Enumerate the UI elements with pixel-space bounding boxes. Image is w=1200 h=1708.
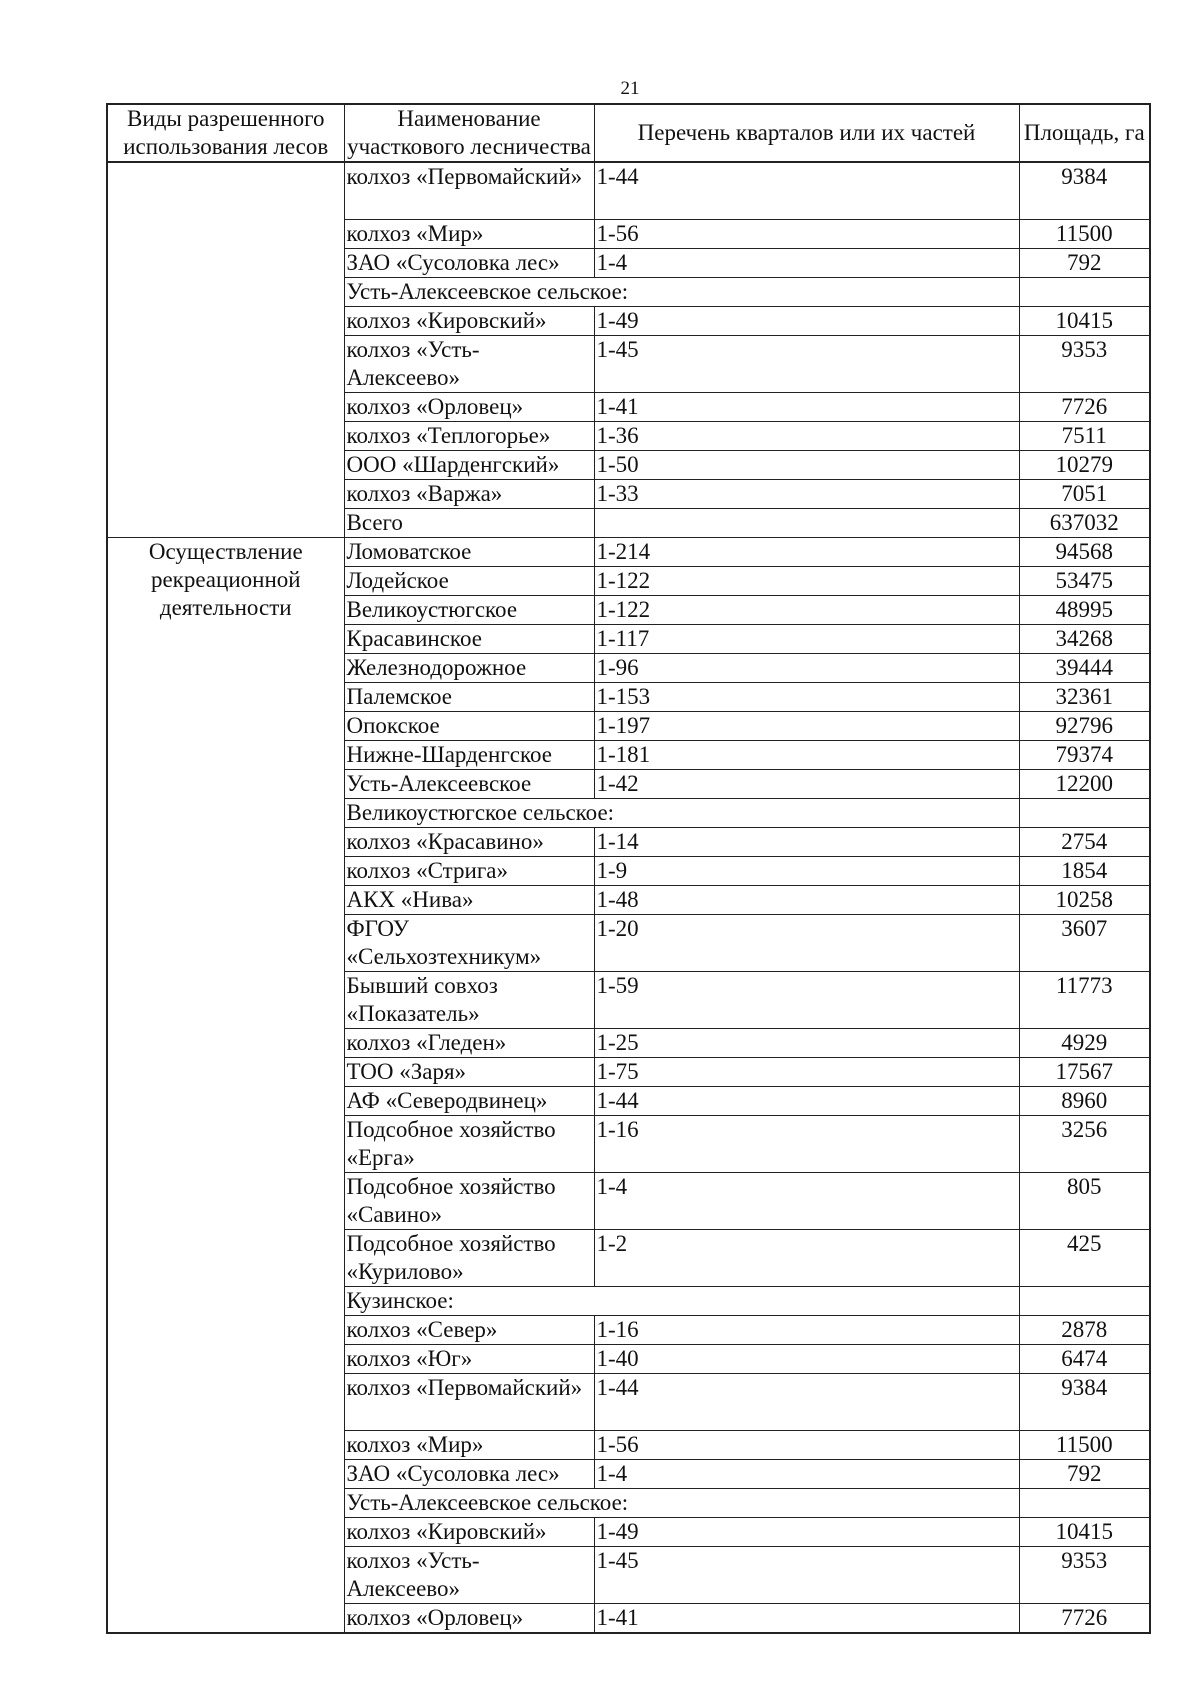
- quarters-cell: 1-56: [594, 1431, 1019, 1460]
- area-cell: 7726: [1019, 1604, 1150, 1634]
- quarters-cell: 1-117: [594, 625, 1019, 654]
- forestry-name: Опокское: [344, 712, 594, 741]
- quarters-cell: 1-49: [594, 307, 1019, 336]
- forestry-name: колхоз «Усть-Алексеево»: [344, 1547, 594, 1604]
- forestry-name: колхоз «Теплогорье»: [344, 422, 594, 451]
- area-cell: 10279: [1019, 451, 1150, 480]
- table-row: [107, 538, 1150, 567]
- forestry-name: колхоз «Варжа»: [344, 480, 594, 509]
- forestry-name: колхоз «Кировский»: [344, 307, 594, 336]
- forestry-name: колхоз «Мир»: [344, 220, 594, 249]
- forestry-name: колхоз «Кировский»: [344, 1518, 594, 1547]
- forestry-name: АФ «Северодвинец»: [344, 1087, 594, 1116]
- area-cell: 3256: [1019, 1116, 1150, 1173]
- quarters-cell: 1-122: [594, 567, 1019, 596]
- quarters-cell: 1-33: [594, 480, 1019, 509]
- area-cell: 7726: [1019, 393, 1150, 422]
- forestry-name: колхоз «Мир»: [344, 1431, 594, 1460]
- subgroup-heading: Усть-Алексеевское сельское:: [344, 278, 1019, 307]
- forestry-name: колхоз «Стрига»: [344, 857, 594, 886]
- area-cell: 12200: [1019, 770, 1150, 799]
- quarters-cell: 1-36: [594, 422, 1019, 451]
- forestry-name: ТОО «Заря»: [344, 1058, 594, 1087]
- quarters-cell: 1-14: [594, 828, 1019, 857]
- quarters-cell: 1-59: [594, 972, 1019, 1029]
- area-cell: 39444: [1019, 654, 1150, 683]
- forestry-name: Бывший совхоз «Показатель»: [344, 972, 594, 1029]
- forestry-name: АКХ «Нива»: [344, 886, 594, 915]
- forestry-name: ООО «Шарденгский»: [344, 451, 594, 480]
- quarters-cell: [594, 509, 1019, 538]
- quarters-cell: 1-49: [594, 1518, 1019, 1547]
- quarters-cell: 1-16: [594, 1116, 1019, 1173]
- quarters-cell: 1-56: [594, 220, 1019, 249]
- forestry-name: Красавинское: [344, 625, 594, 654]
- area-cell: 11500: [1019, 1431, 1150, 1460]
- area-cell: 48995: [1019, 596, 1150, 625]
- header-forestry: Наименование участкового лесничества: [344, 104, 594, 162]
- forest-use-table: [106, 103, 1151, 1634]
- forestry-name: Великоустюгское: [344, 596, 594, 625]
- forestry-name: колхоз «Красавино»: [344, 828, 594, 857]
- forestry-name: Палемское: [344, 683, 594, 712]
- forestry-name: колхоз «Орловец»: [344, 1604, 594, 1634]
- area-cell: 92796: [1019, 712, 1150, 741]
- quarters-cell: 1-4: [594, 249, 1019, 278]
- quarters-cell: 1-41: [594, 393, 1019, 422]
- quarters-cell: 1-45: [594, 336, 1019, 393]
- forestry-name: колхоз «Север»: [344, 1316, 594, 1345]
- area-cell: 1854: [1019, 857, 1150, 886]
- header-area: Площадь, га: [1019, 104, 1150, 162]
- forestry-name: колхоз «Орловец»: [344, 393, 594, 422]
- area-cell: 805: [1019, 1173, 1150, 1230]
- forestry-name: колхоз «Гледен»: [344, 1029, 594, 1058]
- forestry-name: колхоз «Усть-Алексеево»: [344, 336, 594, 393]
- use-type-cell: Осуществление рекреационной деятельности: [107, 538, 344, 1634]
- quarters-cell: 1-41: [594, 1604, 1019, 1634]
- quarters-cell: 1-4: [594, 1173, 1019, 1230]
- quarters-cell: 1-44: [594, 1087, 1019, 1116]
- area-cell: 17567: [1019, 1058, 1150, 1087]
- area-cell: 10415: [1019, 307, 1150, 336]
- quarters-cell: 1-50: [594, 451, 1019, 480]
- area-cell: 11773: [1019, 972, 1150, 1029]
- quarters-cell: 1-25: [594, 1029, 1019, 1058]
- subgroup-heading: Усть-Алексеевское сельское:: [344, 1489, 1019, 1518]
- area-cell: 4929: [1019, 1029, 1150, 1058]
- area-cell: [1019, 278, 1150, 307]
- forestry-name: ФГОУ «Сельхозтехникум»: [344, 915, 594, 972]
- area-cell: 7511: [1019, 422, 1150, 451]
- area-cell: 9384: [1019, 162, 1150, 220]
- quarters-cell: 1-2: [594, 1230, 1019, 1287]
- area-cell: 79374: [1019, 741, 1150, 770]
- area-cell: 8960: [1019, 1087, 1150, 1116]
- area-cell: 10415: [1019, 1518, 1150, 1547]
- quarters-cell: 1-197: [594, 712, 1019, 741]
- quarters-cell: 1-42: [594, 770, 1019, 799]
- quarters-cell: 1-16: [594, 1316, 1019, 1345]
- area-cell: 94568: [1019, 538, 1150, 567]
- area-cell: 9353: [1019, 336, 1150, 393]
- quarters-cell: 1-44: [594, 1374, 1019, 1431]
- quarters-cell: 1-9: [594, 857, 1019, 886]
- area-cell: [1019, 799, 1150, 828]
- quarters-cell: 1-96: [594, 654, 1019, 683]
- area-cell: 2754: [1019, 828, 1150, 857]
- area-cell: 10258: [1019, 886, 1150, 915]
- quarters-cell: 1-4: [594, 1460, 1019, 1489]
- area-cell: 32361: [1019, 683, 1150, 712]
- quarters-cell: 1-48: [594, 886, 1019, 915]
- table-row: [107, 162, 1150, 220]
- forestry-name: Железнодорожное: [344, 654, 594, 683]
- forestry-name: Подсобное хозяйство «Савино»: [344, 1173, 594, 1230]
- area-cell: 792: [1019, 1460, 1150, 1489]
- forestry-name: Ломоватское: [344, 538, 594, 567]
- forestry-name: Подсобное хозяйство «Ерга»: [344, 1116, 594, 1173]
- subgroup-heading: Кузинское:: [344, 1287, 1019, 1316]
- forestry-name: ЗАО «Сусоловка лес»: [344, 249, 594, 278]
- use-type-cell: [107, 162, 344, 538]
- area-cell: [1019, 1287, 1150, 1316]
- area-cell: 6474: [1019, 1345, 1150, 1374]
- quarters-cell: 1-44: [594, 162, 1019, 220]
- area-cell: 7051: [1019, 480, 1150, 509]
- area-cell: 9353: [1019, 1547, 1150, 1604]
- area-cell: 637032: [1019, 509, 1150, 538]
- forestry-name: колхоз «Первомайский»: [344, 162, 594, 220]
- area-cell: 9384: [1019, 1374, 1150, 1431]
- table-header: [107, 104, 1150, 162]
- quarters-cell: 1-181: [594, 741, 1019, 770]
- area-cell: 3607: [1019, 915, 1150, 972]
- forestry-name: ЗАО «Сусоловка лес»: [344, 1460, 594, 1489]
- forestry-name: Нижне-Шарденгское: [344, 741, 594, 770]
- area-cell: 34268: [1019, 625, 1150, 654]
- area-cell: 2878: [1019, 1316, 1150, 1345]
- quarters-cell: 1-20: [594, 915, 1019, 972]
- forestry-name: колхоз «Юг»: [344, 1345, 594, 1374]
- area-cell: 53475: [1019, 567, 1150, 596]
- quarters-cell: 1-214: [594, 538, 1019, 567]
- quarters-cell: 1-45: [594, 1547, 1019, 1604]
- quarters-cell: 1-122: [594, 596, 1019, 625]
- forestry-name: Всего: [344, 509, 594, 538]
- forestry-name: Усть-Алексеевское: [344, 770, 594, 799]
- forestry-name: колхоз «Первомайский»: [344, 1374, 594, 1431]
- area-cell: 792: [1019, 249, 1150, 278]
- area-cell: 11500: [1019, 220, 1150, 249]
- header-quarters: Перечень кварталов или их частей: [594, 104, 1019, 162]
- page-number: 21: [620, 78, 640, 99]
- area-cell: 425: [1019, 1230, 1150, 1287]
- area-cell: [1019, 1489, 1150, 1518]
- table-body: [107, 162, 1150, 1633]
- quarters-cell: 1-40: [594, 1345, 1019, 1374]
- quarters-cell: 1-75: [594, 1058, 1019, 1087]
- forestry-name: Лодейское: [344, 567, 594, 596]
- header-use-type: Виды разрешенного использования лесов: [107, 104, 344, 162]
- subgroup-heading: Великоустюгское сельское:: [344, 799, 1019, 828]
- quarters-cell: 1-153: [594, 683, 1019, 712]
- forestry-name: Подсобное хозяйство «Курилово»: [344, 1230, 594, 1287]
